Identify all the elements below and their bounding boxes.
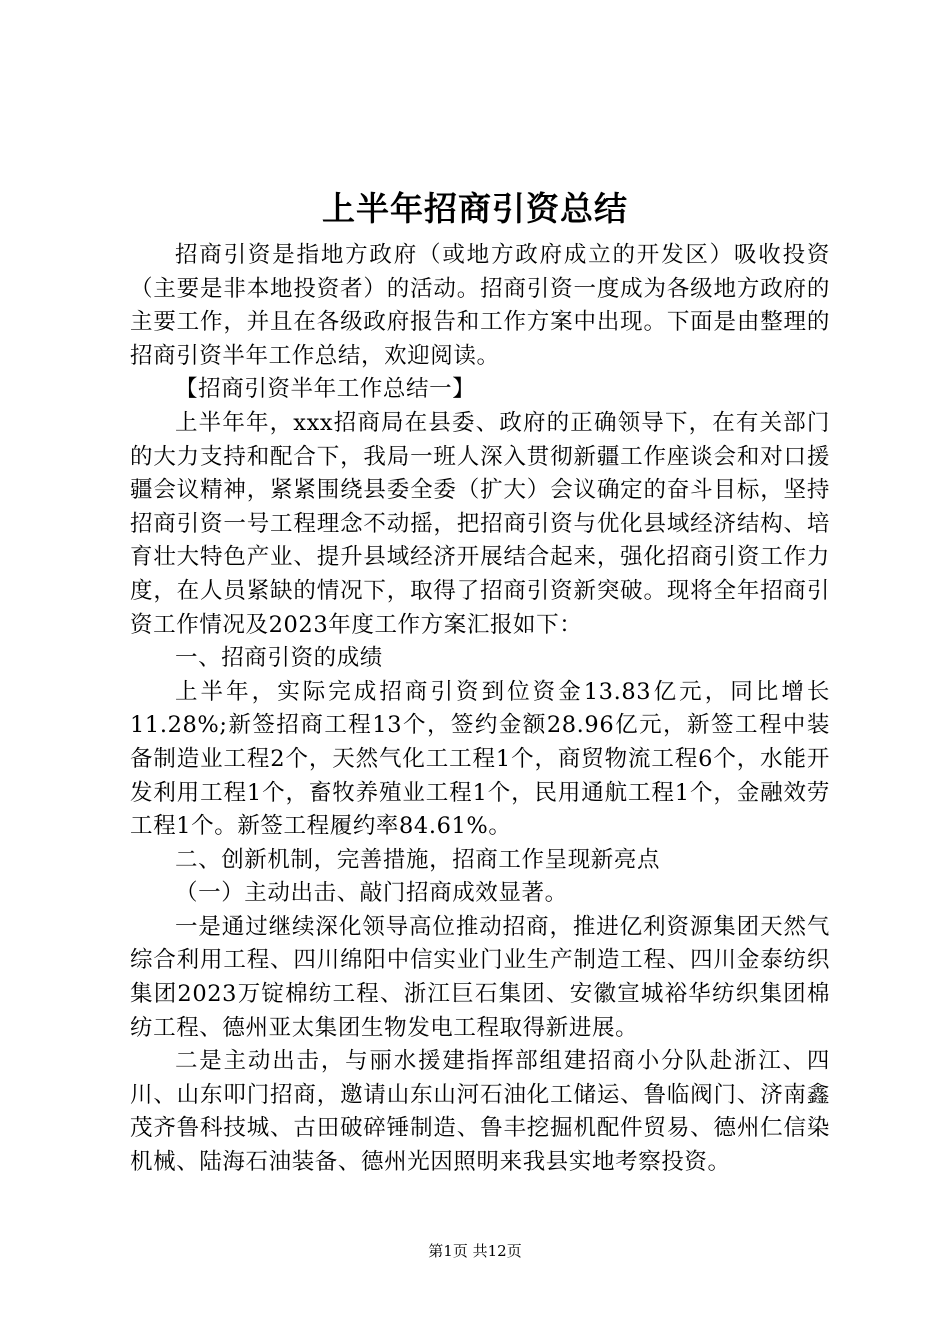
page-number-footer: 第1页 共12页 bbox=[428, 1242, 522, 1260]
subsection-heading-proactive: （一）主动出击、敲门招商成效显著。 bbox=[175, 880, 568, 907]
section-heading-innovation: 二、创新机制，完善措施，招商工作呈现新亮点 bbox=[175, 846, 661, 873]
document-body bbox=[130, 239, 830, 1180]
paragraph-point-one: 一是通过继续深化领导高位推动招商，推进亿利资源集团天然气综合利用工程、四川绵阳中信实业门业生产制造工程、四川金泰纺织集团2023万锭棉纺工程、浙江巨石集团、安徽宣城裕华纺织集团棉纺工程、德州亚太集团生物发电工程取得新进展。 bbox=[130, 913, 830, 1041]
paragraph-point-two: 二是主动出击，与丽水援建指挥部组建招商小分队赴浙江、四川、山东叩门招商，邀请山东山河石油化工储运、鲁临阀门、济南鑫茂齐鲁科技城、古田破碎锤制造、鲁丰挖掘机配件贸易、德州仁信染机械、陆海石油装备、德州光因照明来我县实地考察投资。 bbox=[130, 1048, 830, 1176]
paragraph-achievements: 上半年，实际完成招商引资到位资金13.83亿元，同比增长11.28%;新签招商工程13个，签约金额28.96亿元，新签工程中装备制造业工程2个，天然气化工工程1个，商贸物流工程6个，水能开发利用工程1个，畜牧养殖业工程1个，民用通航工程1个，金融效劳工程1个。新签工程履约率84.61%。 bbox=[130, 678, 830, 840]
paragraph-overview: 上半年年，xxx招商局在县委、政府的正确领导下，在有关部门的大力支持和配合下，我局一班人深入贯彻新疆工作座谈会和对口援疆会议精神，紧紧围绕县委全委（扩大）会议确定的奋斗目标，坚持招商引资一号工程理念不动摇，把招商引资与优化县域经济结构、培育壮大特色产业、提升县域经济开展结合起来，强化招商引资工作力度，在人员紧缺的情况下，取得了招商引资新突破。现将全年招商引资工作情况及2023年度工作方案汇报如下： bbox=[130, 409, 830, 638]
section-heading-achievements: 一、招商引资的成绩 bbox=[175, 645, 383, 672]
paragraph-intro: 招商引资是指地方政府（或地方政府成立的开发区）吸收投资（主要是非本地投资者）的活动。招商引资一度成为各级地方政府的主要工作，并且在各级政府报告和工作方案中出现。下面是由整理的招商引资半年工作总结，欢迎阅读。 bbox=[130, 242, 830, 369]
section-heading-summary-one: 【招商引资半年工作总结一】 bbox=[175, 376, 476, 403]
document-title: 上半年招商引资总结 bbox=[322, 189, 628, 228]
